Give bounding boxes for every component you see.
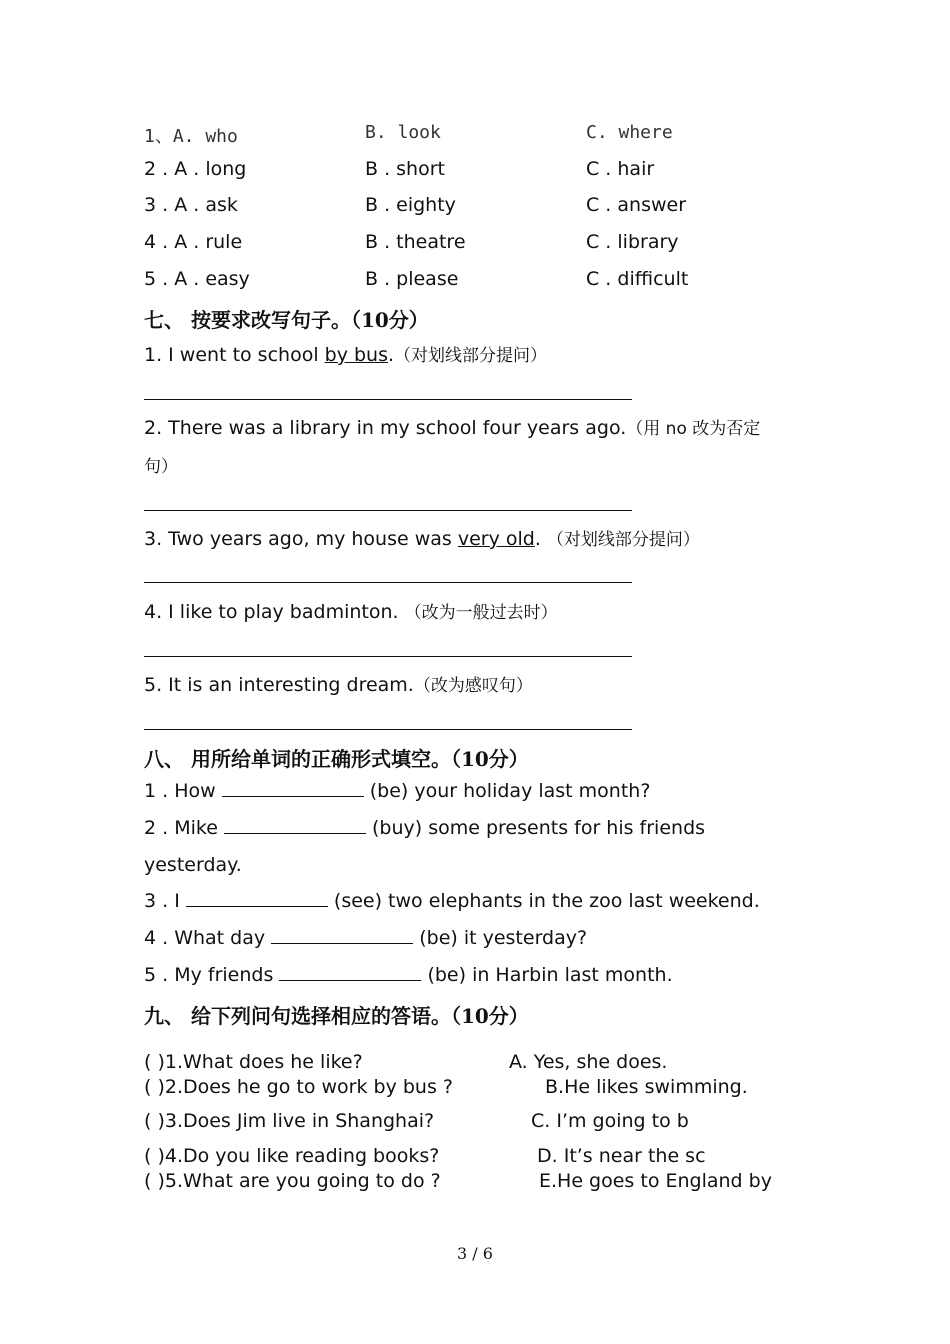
fill-blank-1[interactable] <box>222 782 364 797</box>
p8-item-4-pre: 4 . What day <box>144 927 266 949</box>
fill-blank-5[interactable] <box>279 966 421 981</box>
option-5a: 5 . A . easy <box>144 268 250 290</box>
p7-question-5 <box>144 671 533 696</box>
page-number: 3 / 6 <box>457 1244 493 1263</box>
p7-q1-hint: （对划线部分提问） <box>394 346 548 366</box>
p8-item-5-pre: 5 . My friends <box>144 964 274 986</box>
section-title-7: 七、 按要求改写句子。（10分） <box>144 308 429 332</box>
p8-item-3-post: (see) two elephants in the zoo last weekend. <box>333 890 760 912</box>
option-3b: B . eighty <box>365 194 456 216</box>
p8-item-5-post: (be) in Harbin last month. <box>427 964 673 986</box>
option-1c: C. where <box>586 122 673 143</box>
p9-question-4: ( )4.Do you like reading books? <box>144 1145 440 1167</box>
p7-q3-pre: 3. Two years ago, my house was <box>144 528 458 550</box>
p7-q5-hint: （改为感叹句） <box>413 676 533 696</box>
p7-q2-hint-wrap: 句） <box>144 457 178 477</box>
p9-question-5: ( )5.What are you going to do ? <box>144 1170 441 1192</box>
option-3a: 3 . A . ask <box>144 194 238 216</box>
p9-answer-e: E.He goes to England by <box>539 1170 772 1192</box>
p8-item-5 <box>144 964 673 986</box>
p9-question-2: ( )2.Does he go to work by bus ? <box>144 1076 453 1098</box>
p7-q1-pre: 1. I went to school <box>144 344 325 366</box>
p7-q1-post: . <box>388 344 395 366</box>
p8-item-4-post: (be) it yesterday? <box>419 927 588 949</box>
p7-question-1 <box>144 341 547 366</box>
fill-blank-2[interactable] <box>224 819 366 834</box>
p7-q2-text: 2. There was a library in my school four years ago. <box>144 417 627 439</box>
p8-item-1-post: (be) your holiday last month? <box>369 780 651 802</box>
p7-q3-hint: （对划线部分提问） <box>546 530 700 550</box>
p7-q2-hint: （用 no 改为否定 <box>626 419 761 439</box>
option-3c: C . answer <box>586 194 687 216</box>
p7-question-2 <box>144 414 760 439</box>
p8-item-1 <box>144 780 650 802</box>
p8-item-4 <box>144 927 587 949</box>
p8-item-3 <box>144 890 760 912</box>
option-1b: B. look <box>365 122 441 143</box>
p7-q3-post: . <box>534 528 541 550</box>
p9-question-3: ( )3.Does Jim live in Shanghai? <box>144 1110 435 1132</box>
p8-item-2-pre: 2 . Mike <box>144 817 218 839</box>
fill-blank-4[interactable] <box>271 929 413 944</box>
answer-line-3[interactable] <box>144 582 632 583</box>
p7-q3-underlined: very old <box>457 528 535 550</box>
p7-q1-underlined: by bus <box>324 344 388 366</box>
p9-answer-b: B.He likes swimming. <box>545 1076 748 1098</box>
answer-line-1[interactable] <box>144 399 632 400</box>
p8-item-1-pre: 1 . How <box>144 780 216 802</box>
section-title-8: 八、 用所给单词的正确形式填空。（10分） <box>144 747 529 771</box>
option-4b: B . theatre <box>365 231 466 253</box>
section-title-9: 九、 给下列问句选择相应的答语。（10分） <box>144 1004 529 1028</box>
p7-q4-hint: （改为一般过去时） <box>404 603 558 623</box>
p8-item-2-post: (buy) some presents for his friends <box>372 817 706 839</box>
option-4c: C . library <box>586 231 679 253</box>
p7-q4-text: 4. I like to play badminton. <box>144 601 399 623</box>
option-4a: 4 . A . rule <box>144 231 243 253</box>
p9-answer-c: C. I’m going to b <box>531 1110 689 1132</box>
p8-item-2-wrap: yesterday. <box>144 854 242 876</box>
fill-blank-3[interactable] <box>186 892 328 907</box>
p9-answer-d: D. It’s near the sc <box>537 1145 706 1167</box>
p7-question-3 <box>144 525 700 550</box>
p9-question-1: ( )1.What does he like? <box>144 1051 363 1073</box>
answer-line-5[interactable] <box>144 729 632 730</box>
option-5b: B . please <box>365 268 459 290</box>
option-2a: 2 . A . long <box>144 158 247 180</box>
option-5c: C . difficult <box>586 268 689 290</box>
p8-item-2 <box>144 817 705 839</box>
p9-answer-a: A. Yes, she does. <box>509 1051 668 1073</box>
answer-line-4[interactable] <box>144 656 632 657</box>
option-2c: C . hair <box>586 158 655 180</box>
answer-line-2[interactable] <box>144 510 632 511</box>
p7-question-4 <box>144 598 558 623</box>
p7-q5-text: 5. It is an interesting dream. <box>144 674 414 696</box>
option-2b: B . short <box>365 158 445 180</box>
p8-item-3-pre: 3 . I <box>144 890 180 912</box>
option-1a: 1、A. who <box>144 126 238 147</box>
